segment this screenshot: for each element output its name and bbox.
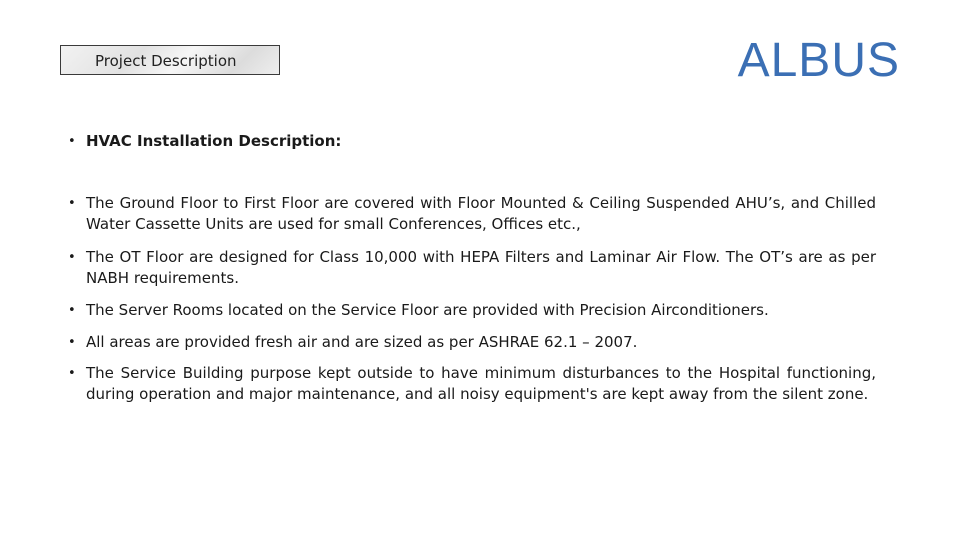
list-item bbox=[68, 247, 876, 289]
bullet-icon: • bbox=[68, 134, 76, 149]
bullet-icon: • bbox=[68, 250, 76, 265]
list-item bbox=[68, 300, 876, 321]
bullet-icon: • bbox=[68, 335, 76, 350]
list-item-text: All areas are provided fresh air and are sized as per ASHRAE 62.1 – 2007. bbox=[86, 333, 638, 351]
list-item-text: The Ground Floor to First Floor are covered with Floor Mounted & Ceiling Suspended AHU’s, and Chilled Water Cassette Units are used for small Conferences, Offices etc., bbox=[86, 194, 876, 233]
list-item-text: The Service Building purpose kept outside to have minimum disturbances to the Hospital functioning, during operation and major maintenance, and all noisy equipment's are kept away from the silent zone. bbox=[86, 364, 876, 403]
list-item bbox=[68, 193, 876, 235]
bullet-icon: • bbox=[68, 303, 76, 318]
list-item bbox=[68, 332, 876, 353]
section-heading bbox=[68, 131, 876, 152]
list-item bbox=[68, 363, 876, 405]
list-item-text: The OT Floor are designed for Class 10,000 with HEPA Filters and Laminar Air Flow. The OT’s are as per NABH requirements. bbox=[86, 248, 876, 287]
brand-title: ALBUS bbox=[737, 34, 900, 87]
list-item-text: The Server Rooms located on the Service Floor are provided with Precision Airconditioners. bbox=[86, 301, 769, 319]
bullet-icon: • bbox=[68, 366, 76, 381]
bullet-icon: • bbox=[68, 196, 76, 211]
project-description-label: Project Description bbox=[60, 45, 280, 75]
heading-text: HVAC Installation Description: bbox=[86, 132, 342, 150]
